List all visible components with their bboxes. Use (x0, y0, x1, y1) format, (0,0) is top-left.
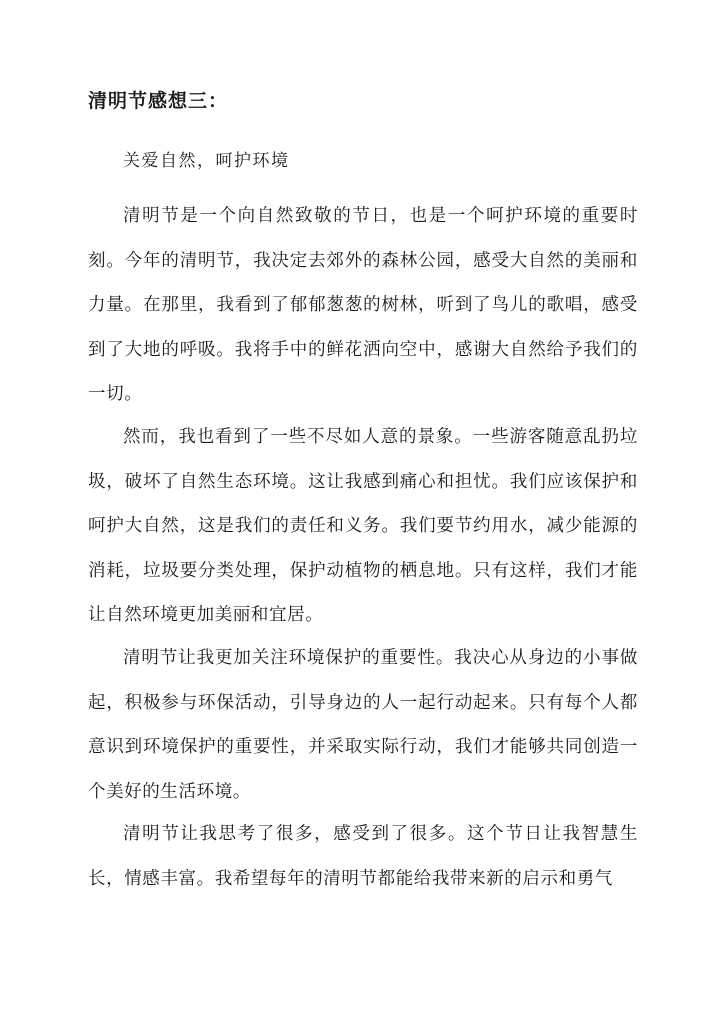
paragraph-1: 清明节是一个向自然致敬的节日，也是一个呵护环境的重要时刻。今年的清明节，我决定去郊外的森林公园，感受大自然的美丽和力量。在那里，我看到了郁郁葱葱的树林，听到了鸟儿的歌唱，感受到了大地的呼吸。我将手中的鲜花洒向空中，感谢大自然给予我们的一切。 (88, 206, 638, 404)
paragraph-3: 清明节让我更加关注环境保护的重要性。我决心从身边的小事做起，积极参与环保活动，引导身边的人一起行动起来。只有每个人都意识到环境保护的重要性，并采取实际行动，我们才能够共同创造一个美好的生活环境。 (88, 648, 638, 802)
document-heading: 清明节感想三： (88, 90, 229, 112)
paragraph-2: 然而，我也看到了一些不尽如人意的景象。一些游客随意乱扔垃圾，破坏了自然生态环境。这让我感到痛心和担忧。我们应该保护和呵护大自然，这是我们的责任和义务。我们要节约用水，减少能源的消耗，垃圾要分类处理，保护动植物的栖息地。只有这样，我们才能让自然环境更加美丽和宜居。 (88, 427, 638, 625)
paragraph-4: 清明节让我思考了很多，感受到了很多。这个节日让我智慧生长，情感丰富。我希望每年的清明节都能给我带来新的启示和勇气 (88, 824, 638, 889)
document-subtitle: 关爱自然，呵护环境 (123, 151, 290, 171)
